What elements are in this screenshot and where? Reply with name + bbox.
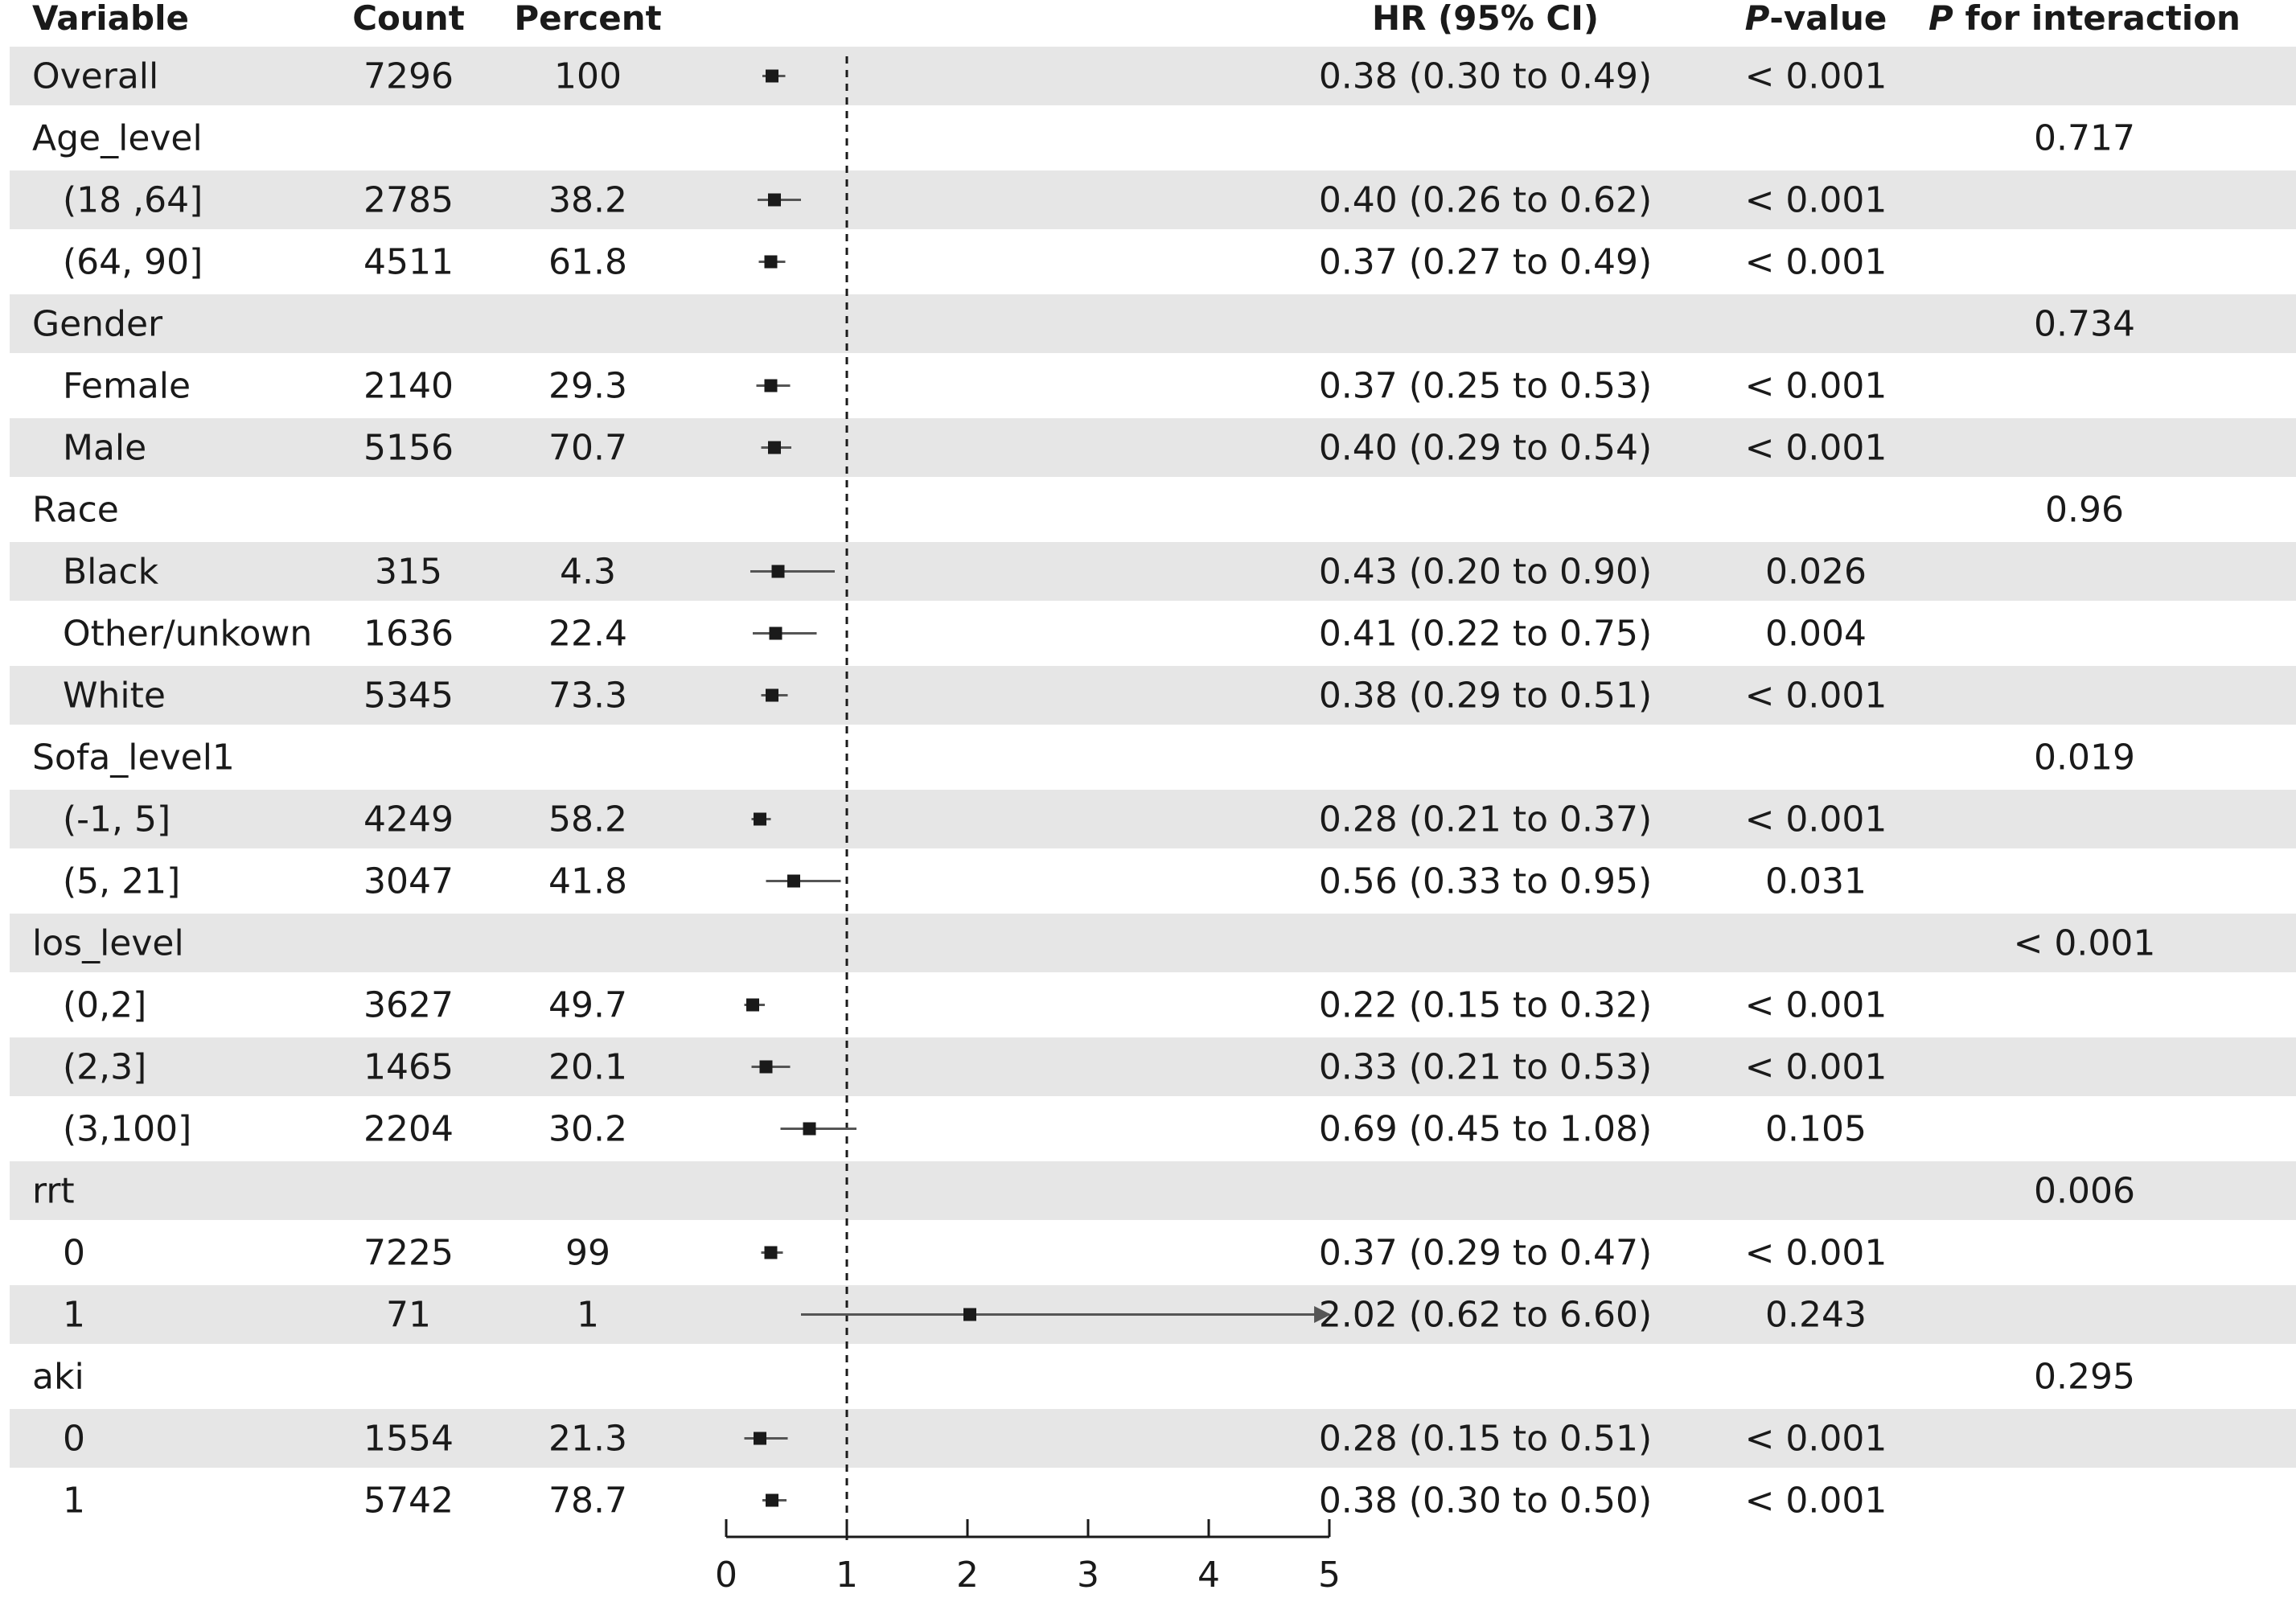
percent-value: 4.3	[560, 551, 616, 593]
count-value: 4511	[363, 241, 454, 283]
row-bands	[10, 47, 2296, 1468]
percent-value: 21.3	[548, 1418, 627, 1460]
count-value: 3627	[363, 984, 454, 1026]
point-estimate	[746, 999, 759, 1012]
point-estimate	[770, 627, 782, 640]
x-tick-label: 4	[1197, 1555, 1220, 1596]
hr-ci-value: 0.37 (0.25 to 0.53)	[1318, 365, 1653, 407]
row-label: Female	[63, 365, 191, 407]
x-axis	[715, 1519, 1341, 1596]
p-value: < 0.001	[1744, 1046, 1887, 1088]
point-estimate	[803, 1123, 816, 1136]
row-label: los_level	[32, 922, 184, 964]
count-value: 5742	[363, 1480, 454, 1522]
row-label: 0	[63, 1232, 85, 1274]
p-interaction-value: 0.019	[2034, 737, 2135, 778]
point-estimate	[963, 1308, 976, 1321]
percent-value: 1	[577, 1294, 599, 1336]
header-pvalue	[1745, 0, 1887, 38]
row-band	[10, 1037, 2296, 1096]
percent-value: 73.3	[548, 675, 627, 717]
point-estimate	[766, 689, 778, 702]
row-label: (5, 21]	[63, 861, 181, 902]
row-label: Male	[63, 427, 147, 469]
row-band	[10, 666, 2296, 725]
percent-value: 70.7	[548, 427, 627, 469]
hr-ci-value: 0.22 (0.15 to 0.32)	[1318, 984, 1653, 1026]
percent-value: 58.2	[548, 799, 627, 840]
count-value: 2140	[363, 365, 454, 407]
row-band	[10, 170, 2296, 229]
x-tick-label: 5	[1318, 1555, 1341, 1596]
header-interaction-p: P	[1928, 0, 1953, 38]
hr-ci-value: 0.56 (0.33 to 0.95)	[1318, 861, 1653, 902]
row-label: White	[63, 675, 166, 717]
row-band	[10, 1161, 2296, 1220]
header-hr: HR (95% CI)	[1371, 0, 1600, 38]
row-label: (2,3]	[63, 1046, 147, 1088]
count-value: 3047	[363, 861, 454, 902]
p-value: < 0.001	[1744, 1232, 1887, 1274]
point-estimate	[765, 1247, 778, 1259]
p-interaction-value: 0.717	[2034, 117, 2135, 159]
hr-ci-value: 0.37 (0.27 to 0.49)	[1318, 241, 1653, 283]
count-value: 4249	[363, 799, 454, 840]
row-band	[10, 1409, 2296, 1468]
p-value: 0.243	[1765, 1294, 1867, 1336]
row-label: Age_level	[32, 117, 203, 159]
percent-value: 78.7	[548, 1480, 627, 1522]
percent-value: 100	[554, 55, 622, 97]
p-interaction-value: 0.96	[2045, 489, 2124, 531]
p-value: < 0.001	[1744, 241, 1887, 283]
p-value: < 0.001	[1744, 675, 1887, 717]
hr-ci-value: 0.41 (0.22 to 0.75)	[1318, 613, 1653, 655]
row-label: Sofa_level1	[32, 737, 235, 778]
header-interaction-rest: for interaction	[1953, 0, 2241, 38]
p-value: < 0.001	[1744, 427, 1887, 469]
count-value: 2204	[363, 1108, 454, 1150]
point-estimate	[772, 565, 785, 578]
p-interaction-value: 0.006	[2034, 1170, 2135, 1212]
point-estimate	[765, 380, 778, 392]
row-label: Race	[32, 489, 119, 531]
header-interaction	[1928, 0, 2241, 38]
count-value: 315	[375, 551, 442, 593]
x-tick-label: 1	[836, 1555, 858, 1596]
hr-ci-value: 0.33 (0.21 to 0.53)	[1318, 1046, 1653, 1088]
count-value: 71	[386, 1294, 431, 1336]
count-value: 7296	[363, 55, 454, 97]
row-label: Other/unkown	[63, 613, 313, 655]
table-header	[32, 0, 2241, 38]
count-value: 5345	[363, 675, 454, 717]
row-band	[10, 914, 2296, 972]
p-value: < 0.001	[1744, 799, 1887, 840]
x-tick-label: 3	[1077, 1555, 1099, 1596]
p-value: < 0.001	[1744, 55, 1887, 97]
percent-value: 49.7	[548, 984, 627, 1026]
header-count: Count	[352, 0, 465, 38]
percent-value: 99	[565, 1232, 610, 1274]
p-value: 0.026	[1765, 551, 1867, 593]
header-pvalue-rest: -value	[1769, 0, 1887, 38]
p-value: 0.031	[1765, 861, 1867, 902]
count-value: 1465	[363, 1046, 454, 1088]
count-value: 1636	[363, 613, 454, 655]
x-tick-label: 0	[715, 1555, 737, 1596]
point-estimate	[765, 256, 778, 269]
row-label: Black	[63, 551, 159, 593]
row-label: Overall	[32, 55, 159, 97]
header-variable: Variable	[32, 0, 189, 38]
point-estimate	[768, 194, 781, 207]
row-label: (-1, 5]	[63, 799, 171, 840]
row-label: (18 ,64]	[63, 179, 203, 221]
hr-ci-value: 0.40 (0.29 to 0.54)	[1318, 427, 1653, 469]
row-band	[10, 294, 2296, 353]
hr-ci-value: 0.38 (0.30 to 0.50)	[1318, 1480, 1653, 1522]
p-value: < 0.001	[1744, 365, 1887, 407]
row-label: 1	[63, 1480, 85, 1522]
p-value: < 0.001	[1744, 1418, 1887, 1460]
hr-ci-value: 2.02 (0.62 to 6.60)	[1318, 1294, 1653, 1336]
hr-ci-value: 0.37 (0.29 to 0.47)	[1318, 1232, 1653, 1274]
p-interaction-value: < 0.001	[2013, 922, 2156, 964]
row-band	[10, 418, 2296, 477]
row-band	[10, 790, 2296, 848]
header-pvalue-p: P	[1744, 0, 1770, 38]
hr-ci-value: 0.28 (0.21 to 0.37)	[1318, 799, 1653, 840]
point-estimate	[760, 1061, 773, 1074]
count-value: 2785	[363, 179, 454, 221]
p-value: 0.105	[1765, 1108, 1867, 1150]
hr-ci-value: 0.43 (0.20 to 0.90)	[1318, 551, 1653, 593]
row-label: Gender	[32, 303, 163, 345]
p-value: < 0.001	[1744, 984, 1887, 1026]
row-label: (64, 90]	[63, 241, 203, 283]
hr-ci-value: 0.28 (0.15 to 0.51)	[1318, 1418, 1653, 1460]
row-label: 0	[63, 1418, 85, 1460]
row-label: rrt	[32, 1170, 75, 1212]
p-interaction-value: 0.734	[2034, 303, 2135, 345]
row-band	[10, 47, 2296, 105]
row-label: (3,100]	[63, 1108, 192, 1150]
point-estimate	[754, 1432, 766, 1445]
percent-value: 30.2	[548, 1108, 627, 1150]
count-value: 7225	[363, 1232, 454, 1274]
row-label: 1	[63, 1294, 85, 1336]
percent-value: 41.8	[548, 861, 627, 902]
p-value: < 0.001	[1744, 179, 1887, 221]
percent-value: 38.2	[548, 179, 627, 221]
p-value: < 0.001	[1744, 1480, 1887, 1522]
hr-ci-value: 0.69 (0.45 to 1.08)	[1318, 1108, 1653, 1150]
hr-ci-value: 0.38 (0.30 to 0.49)	[1318, 55, 1653, 97]
point-estimate	[768, 442, 781, 454]
hr-ci-value: 0.38 (0.29 to 0.51)	[1318, 675, 1653, 717]
x-tick-label: 2	[956, 1555, 979, 1596]
point-estimate	[766, 70, 778, 83]
point-estimate	[754, 813, 766, 826]
p-interaction-value: 0.295	[2034, 1356, 2135, 1398]
count-value: 1554	[363, 1418, 454, 1460]
header-percent: Percent	[514, 0, 662, 38]
row-label: aki	[32, 1356, 84, 1398]
row-label: (0,2]	[63, 984, 147, 1026]
percent-value: 29.3	[548, 365, 627, 407]
percent-value: 61.8	[548, 241, 627, 283]
hr-ci-value: 0.40 (0.26 to 0.62)	[1318, 179, 1653, 221]
point-estimate	[787, 875, 800, 888]
percent-value: 22.4	[548, 613, 627, 655]
row-band	[10, 542, 2296, 601]
point-estimate	[766, 1494, 778, 1507]
percent-value: 20.1	[548, 1046, 627, 1088]
count-value: 5156	[363, 427, 454, 469]
p-value: 0.004	[1765, 613, 1867, 655]
